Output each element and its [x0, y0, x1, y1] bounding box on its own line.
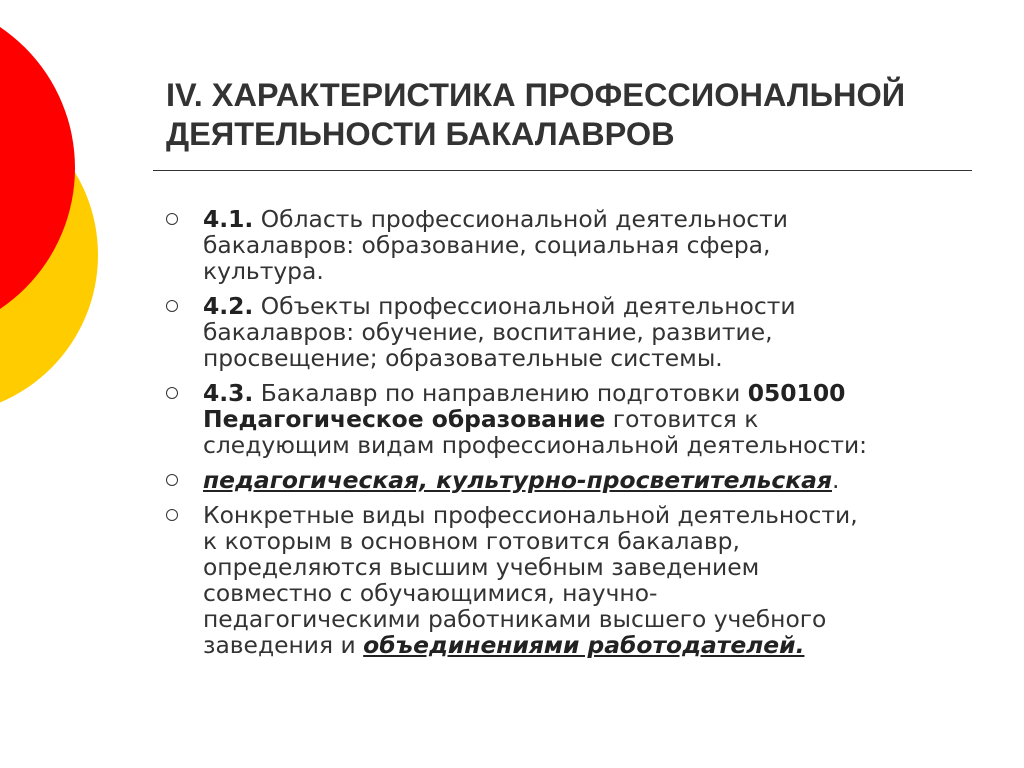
circle-bullet-icon — [166, 387, 178, 399]
circle-bullet-icon — [166, 474, 178, 486]
circle-bullet-icon — [166, 300, 178, 312]
bullet-text: бакалавров: образование, социальная сфера, — [203, 231, 771, 259]
bullet-text: бакалавров: обучение, воспитание, развитие, — [203, 318, 773, 346]
bullet-text: готовится к — [605, 405, 759, 433]
bullet-text: Бакалавр по направлению подготовки — [253, 379, 748, 407]
bullet-text: Область профессиональной деятельности — [253, 205, 788, 233]
title-divider — [153, 170, 972, 171]
bullet-text: заведения и — [203, 631, 364, 659]
bullet-text: Объекты профессиональной деятельности — [253, 292, 796, 320]
title-line-2: ДЕЯТЕЛЬНОСТИ БАКАЛАВРОВ — [166, 116, 675, 152]
circle-bullet-icon — [166, 213, 178, 225]
bullet-item-4-2 — [166, 293, 966, 371]
bullet-text: к которым в основном готовится бакалавр, — [203, 527, 740, 555]
bullet-text: следующим видам профессиональной деятельности: — [203, 431, 868, 459]
slide-title — [166, 76, 986, 154]
bullet-text: определяются высшим учебным заведением — [203, 553, 760, 581]
employer-associations-emphasis: объединениями работодателей. — [363, 631, 805, 659]
bullet-item-activity-types — [166, 467, 966, 493]
circle-bullet-icon — [166, 509, 178, 521]
bullet-item-4-1 — [166, 206, 966, 284]
program-code: 050100 — [747, 379, 846, 407]
bullet-list — [166, 206, 966, 667]
bullet-item-specific-activities — [166, 502, 966, 658]
bullet-text: культура. — [203, 257, 324, 285]
bullet-text: совместно с обучающимися, научно- — [203, 579, 658, 607]
title-line-1: IV. ХАРАКТЕРИСТИКА ПРОФЕССИОНАЛЬНОЙ — [166, 77, 906, 113]
bullet-item-4-3 — [166, 380, 966, 458]
program-name: Педагогическое образование — [203, 405, 606, 433]
activity-types-emphasis: педагогическая, культурно-просветительская — [203, 466, 832, 494]
bullet-text: Конкретные виды профессиональной деятельности, — [203, 501, 858, 529]
bullet-text: педагогическими работниками высшего учебного — [203, 605, 827, 633]
section-number: 4.1. — [203, 205, 254, 233]
section-number: 4.3. — [203, 379, 254, 407]
section-number: 4.2. — [203, 292, 254, 320]
bullet-text: просвещение; образовательные системы. — [203, 344, 723, 372]
bullet-text: . — [831, 466, 840, 494]
